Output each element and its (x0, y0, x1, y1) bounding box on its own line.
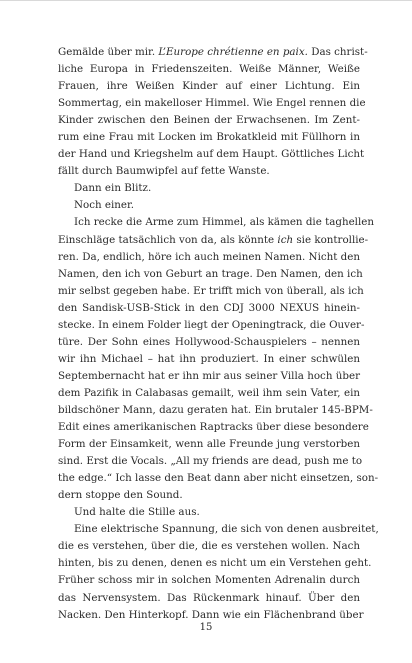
text-line: Einschläge tatsächlich von da, als könnte ich sie kontrollie- (58, 233, 369, 246)
text-line: the edge.“ Ich lasse den Beat dann aber nicht einsetzen, son- (58, 472, 379, 485)
text-line: Form der Einsamkeit, wenn alle Freunde jung verstorben (58, 438, 360, 451)
text-line: Sommertag, ein makelloser Himmel. Wie Engel rennen die (58, 97, 366, 110)
text-line: dern stoppe den Sound. (58, 489, 183, 502)
text-line: Noch einer. (74, 199, 135, 212)
text-line: fällt durch Baumwipfel auf fette Wanste. (58, 165, 270, 178)
text-line: Gemälde über mir. L’Europe chrétienne en paix. Das christ- (58, 46, 368, 58)
text-line: türe. Der Sohn eines Hollywood-Schauspielers – nennen (58, 335, 360, 348)
text-line: wir ihn Michael – hat ihn produziert. In einer schwülen (58, 352, 360, 365)
italic-title: L’Europe chrétienne en paix. (158, 46, 308, 58)
text-line: rum eine Frau mit Locken im Brokatkleid mit Füllhorn in (58, 131, 360, 144)
text-line: liche Europa in Friedenszeiten. Weiße Männer, Weiße (58, 63, 360, 76)
text-line: die es verstehen, über die, die es verstehen wollen. Nach (58, 540, 360, 553)
text-line: Eine elektrische Spannung, die sich von denen ausbreitet, (74, 523, 379, 536)
text-line: Namen, den ich von Geburt an trage. Den Namen, den ich (58, 267, 363, 280)
text-line: den Sandisk-USB-Stick in den CDJ 3000 NEXUS hinein- (58, 301, 360, 314)
text-line: stecke. In einem Folder liegt der Openingtrack, die Ouver- (58, 318, 365, 331)
text-line: mir selbst gegeben habe. Er trifft mich von überall, als ich (58, 284, 364, 297)
italic-word: ich (277, 233, 294, 246)
text-line: sind. Erst die Vocals. „All my friends are dead, push me to (58, 455, 363, 468)
text-line: Nacken. Den Hinterkopf. Dann wie ein Flächenbrand über (58, 608, 364, 621)
page-number: 15 (199, 622, 213, 633)
text-line: Kinder zwischen den Beinen der Erwachsenen. Im Zent- (58, 114, 360, 127)
text-line: bildschöner Mann, dazu geraten hat. Ein brutaler 145-BPM- (58, 403, 373, 416)
text-line: Edit eines amerikanischen Raptracks über diese besondere (58, 421, 369, 434)
text-line: Ich recke die Arme zum Himmel, als kämen die taghellen (74, 216, 374, 229)
text-line: dem Pazifik in Calabasas gemailt, weil ihm sein Vater, ein (58, 386, 360, 399)
text-line: Dann ein Blitz. (74, 182, 152, 195)
text-line: Und halte die Stille aus. (74, 506, 200, 519)
text-line: das Nervensystem. Das Rückenmark hinauf. Über den (58, 591, 360, 604)
text-line: ren. Da, endlich, höre ich auch meinen Namen. Nicht den (58, 250, 360, 263)
text-line: hinten, bis zu denen, denen es nicht um ein Verstehen geht. (58, 557, 372, 570)
text-line: der Hand und Kriegshelm auf dem Haupt. Göttliches Licht (58, 148, 365, 161)
text-line: Frauen, ihre Weißen Kinder auf einer Lichtung. Ein (58, 80, 360, 93)
body-text (58, 44, 379, 624)
text-line: Septembernacht hat er ihn mir aus seiner Villa hoch über (58, 369, 360, 382)
text-line: Früher schoss mir in solchen Momenten Adrenalin durch (58, 574, 360, 587)
